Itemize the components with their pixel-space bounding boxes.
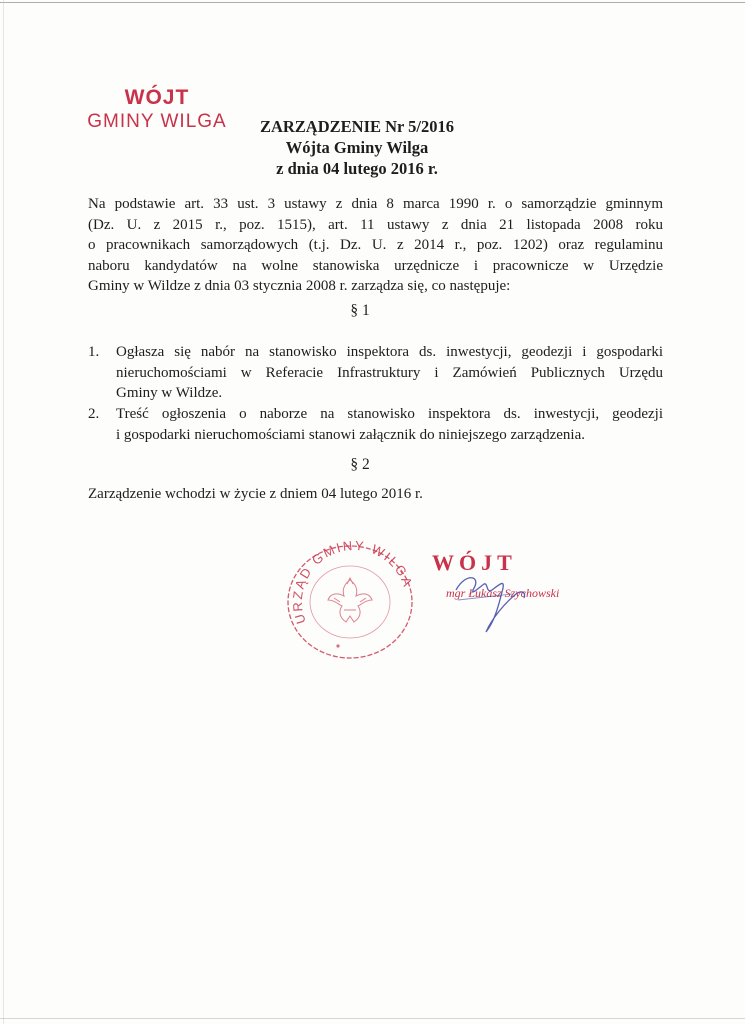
signature-stamp-name: mgr Łukasz Szychowski	[446, 586, 560, 600]
wojt-header-stamp	[82, 86, 232, 134]
title-line-3: z dnia 04 lutego 2016 r.	[276, 159, 438, 178]
item-line: nieruchomościami w Referacie Infrastruktury i Zamówień Publicznych Urzędu	[116, 364, 663, 381]
item-line: Treść ogłoszenia o naborze na stanowisko inspektora ds. inwestycji, geodezji	[116, 406, 663, 422]
scan-edge-bottom	[0, 1018, 745, 1019]
intro-paragraph	[88, 194, 663, 297]
item-number: 2.	[88, 406, 100, 422]
title-line-2: Wójta Gminy Wilga	[285, 138, 429, 157]
scan-edge-left	[3, 0, 4, 1024]
list-item-2	[88, 404, 663, 448]
signature-stamp-title: WÓJT	[432, 550, 517, 575]
item-body	[116, 342, 663, 404]
handwritten-signature	[436, 560, 556, 635]
office-seal	[284, 540, 424, 660]
item-number: 1.	[88, 344, 100, 360]
closing-sentence: Zarządzenie wchodzi w życie z dniem 04 lutego 2016 r.	[88, 486, 423, 502]
item-body	[116, 404, 663, 445]
title-line-1: ZARZĄDZENIE Nr 5/2016	[259, 117, 455, 136]
stamp-line-wojt: WÓJT	[124, 86, 190, 109]
item-line: Gminy w Wildze.	[116, 385, 223, 401]
section-1-heading: § 1	[350, 302, 370, 319]
scan-edge-top	[0, 2, 745, 3]
list-item-1	[88, 342, 663, 406]
item-line: i gospodarki nieruchomościami stanowi załącznik do niniejszego zarządzenia.	[116, 426, 585, 443]
section-2-heading: § 2	[350, 456, 370, 473]
intro-line: naboru kandydatów na wolne stanowiska urzędnicze i pracownicze w Urzędzie	[88, 257, 663, 274]
document-title	[232, 116, 482, 179]
intro-line: Na podstawie art. 33 ust. 3 ustawy z dnia 8 marca 1990 r. o samorządzie gminnym	[88, 196, 663, 212]
intro-line: o pracownikach samorządowych (t.j. Dz. U. z 2014 r., poz. 1202) oraz regulaminu	[88, 237, 663, 253]
eagle-emblem-icon	[328, 578, 372, 622]
stamp-line-gmina: GMINY WILGA	[87, 111, 227, 132]
seal-text: URZĄD GMINY WILGA	[289, 540, 416, 626]
intro-line: Gminy w Wildze z dnia 03 stycznia 2008 r. zarządza się, co następuje:	[88, 278, 511, 294]
intro-line: (Dz. U. z 2015 r., poz. 1515), art. 11 ustawy z dnia 21 listopada 2008 roku	[88, 216, 663, 233]
item-line: Ogłasza się nabór na stanowisko inspektora ds. inwestycji, geodezji i gospodarki	[116, 344, 663, 360]
